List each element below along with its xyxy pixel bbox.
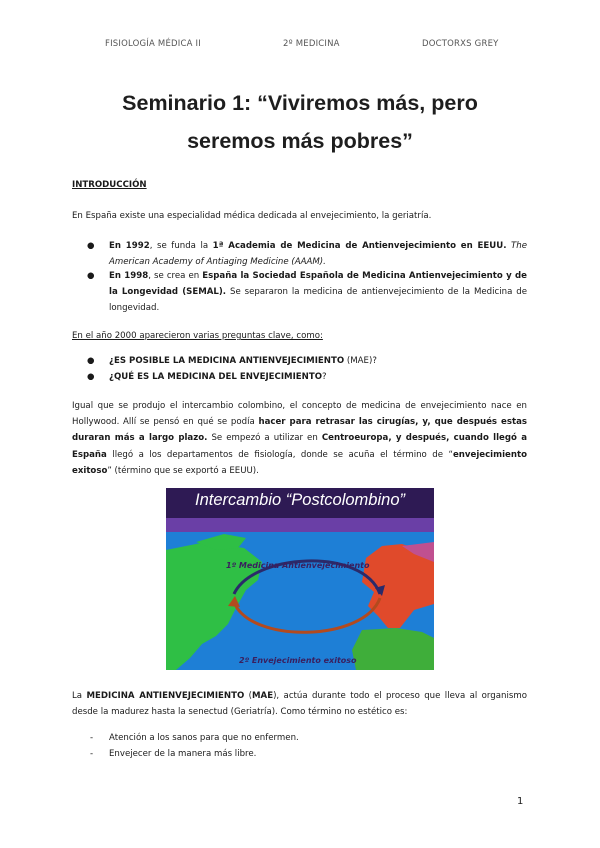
list-item: - Atención a los sanos para que no enfermen. (90, 730, 299, 746)
paragraph-origin: Igual que se produjo el intercambio colombino, el concepto de medicina de envejecimiento nace en Hollywood. Allí se pensó en qué se podía hacer para retrasar las cirugías, y, que después estas duraran más a largo plazo. Se empezó a utilizar en Centroeuropa, y después, cuando llegó a España llegó a los departamentos de fisiología, donde se acuña el término de “envejecimiento exitoso” (término que se exportó a EEUU). (72, 401, 528, 476)
intro-paragraph: En España existe una especialidad médica dedicada al envejecimiento, la geriatría. (72, 211, 432, 221)
bullet-icon: ● (87, 372, 95, 382)
page-number: 1 (517, 796, 524, 807)
list-item: ● ¿ES POSIBLE LA MEDICINA ANTIENVEJECIMIENTO (MAE)? (90, 353, 527, 369)
header-author: DOCTORXS GREY (422, 39, 499, 49)
section-heading-intro: INTRODUCCIÓN (72, 180, 147, 190)
questions-heading: En el año 2000 aparecieron varias preguntas clave, como: (72, 331, 323, 341)
africa-landmass (352, 628, 434, 670)
exchange-figure (166, 488, 434, 670)
world-map-graphic (166, 532, 434, 670)
figure-label-antiaging: 1º Medicina Antienvejecimiento (226, 561, 370, 570)
figure-title: Intercambio “Postcolombino” (194, 491, 405, 509)
title-line-1: Seminario 1: “Viviremos más, pero (122, 91, 478, 115)
dash-marker: - (90, 733, 94, 743)
list-item: ● ¿QUÉ ES LA MEDICINA DEL ENVEJECIMIENTO? (90, 369, 527, 385)
title-line-2: seremos más pobres” (187, 129, 413, 153)
bullet-icon: ● (87, 271, 95, 281)
header-subject: FISIOLOGÍA MÉDICA II (105, 39, 201, 49)
dash-marker: - (90, 749, 94, 759)
header-course: 2º MEDICINA (283, 39, 340, 49)
bullet-icon: ● (87, 356, 95, 366)
paragraph-mae: La MEDICINA ANTIENVEJECIMIENTO (MAE), actúa durante todo el proceso que lleva al organismo desde la madurez hasta la senectud (Geriatría). Como término no estético es: (72, 691, 527, 718)
figure-label-successful-aging: 2º Envejecimiento exitoso (239, 656, 357, 665)
list-item: ● En 1998, se crea en España la Sociedad Española de Medicina Antienvejecimiento y de la Longevidad (SEMAL). Se separaron la medicina de antienvejecimiento de la Medicina de longevidad. (90, 268, 527, 317)
list-item: - Envejecer de la manera más libre. (90, 746, 256, 762)
list-item: ● En 1992, se funda la 1ª Academia de Medicina de Antienvejecimiento en EEUU. The American Academy of Antiaging Medicine (AAAM). (90, 238, 527, 270)
bullet-icon: ● (87, 241, 95, 251)
figure-subtitle-band (166, 518, 434, 532)
page-title (60, 84, 540, 160)
